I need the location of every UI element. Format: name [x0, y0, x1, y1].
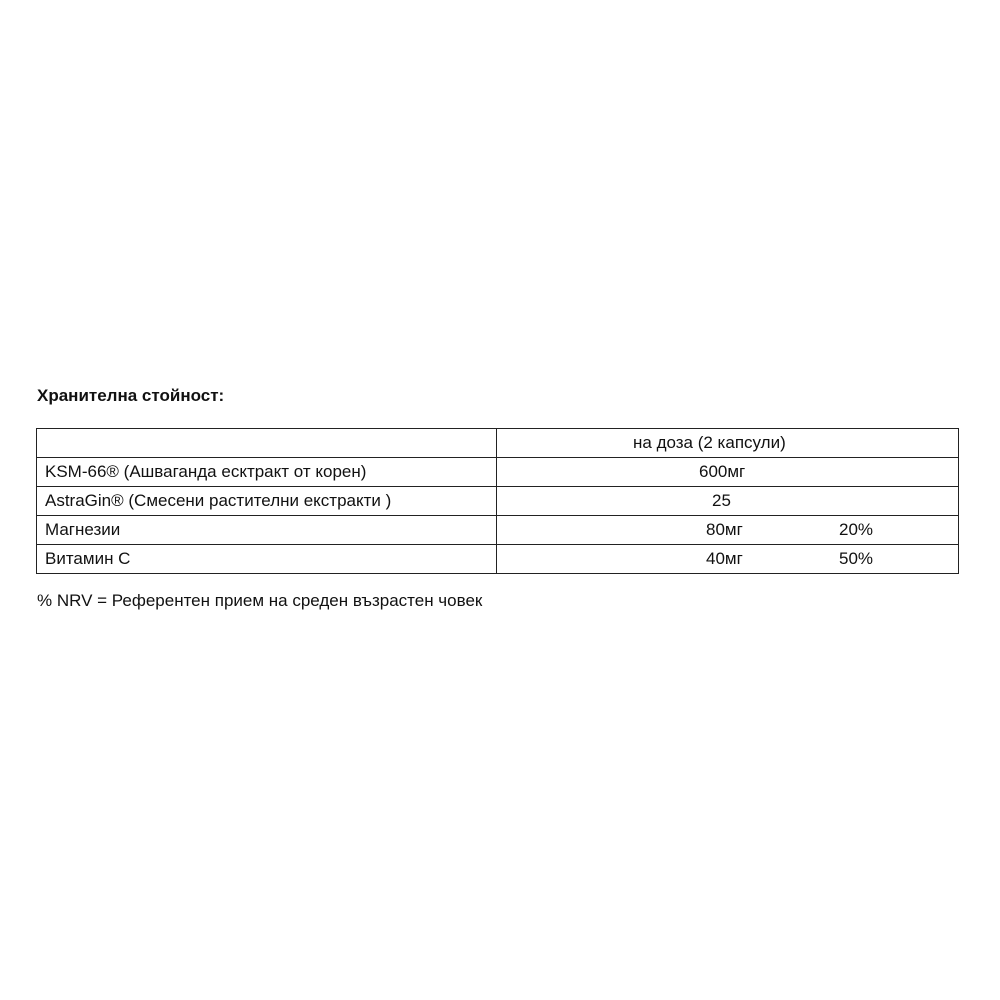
table-row [37, 516, 959, 545]
table-row [37, 487, 959, 516]
ingredient-values [497, 516, 959, 545]
nutrition-table [36, 428, 959, 574]
nutrition-heading: Хранителна стойност: [37, 386, 225, 405]
ingredient-values [497, 487, 959, 516]
table-row [37, 545, 959, 574]
table-header-row [37, 429, 959, 458]
header-dose-cell [497, 429, 959, 458]
table-row [37, 458, 959, 487]
ingredient-name: Витамин С [37, 545, 497, 574]
ingredient-name: AstraGin® (Смесени растителни екстракти ) [37, 487, 497, 516]
ingredient-values [497, 458, 959, 487]
per-dose-label: на доза (2 капсули) [633, 433, 786, 452]
nrv-footnote: % NRV = Референтен прием на среден възрастен човек [37, 591, 483, 610]
ingredient-amount: 600мг [699, 462, 746, 481]
ingredient-amount: 40мг [706, 549, 743, 568]
ingredient-values [497, 545, 959, 574]
ingredient-amount: 25 [712, 491, 731, 510]
header-name-cell [37, 429, 497, 458]
ingredient-nrv: 50% [839, 549, 874, 568]
ingredient-nrv: 20% [839, 520, 874, 539]
ingredient-name: Магнезии [37, 516, 497, 545]
ingredient-name: KSM-66® (Ашваганда есктракт от корен) [37, 458, 497, 487]
ingredient-amount: 80мг [706, 520, 743, 539]
